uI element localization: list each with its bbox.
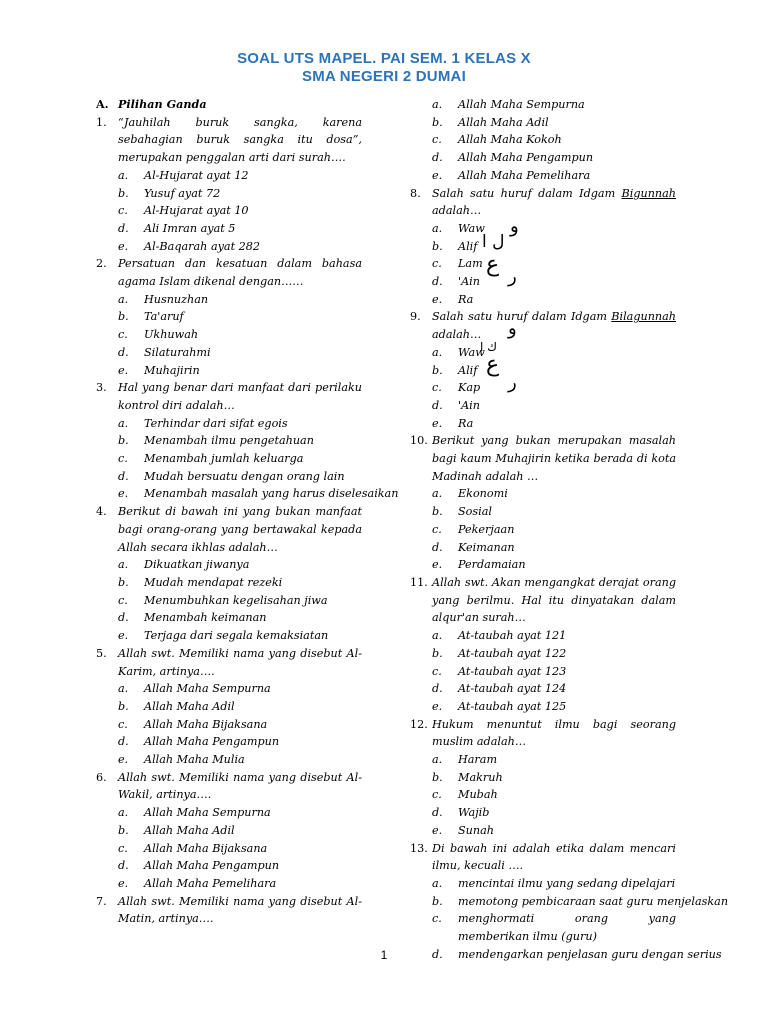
option-text: Allah Maha Sempurna — [144, 682, 271, 696]
option-letter: c. — [432, 522, 442, 536]
option-letter: b. — [118, 699, 129, 713]
option-letter: a. — [432, 221, 443, 235]
answer-option[interactable] — [96, 326, 362, 344]
option-letter: d. — [432, 275, 443, 289]
option-letter: a. — [118, 168, 129, 182]
answer-option[interactable] — [410, 521, 676, 539]
answer-option[interactable] — [96, 609, 362, 627]
question-number: 7. — [96, 894, 107, 908]
option-text: At-taubah ayat 121 — [458, 629, 567, 643]
option-letter: b. — [118, 434, 129, 448]
option-letter: a. — [432, 876, 443, 890]
option-letter: d. — [118, 735, 129, 749]
option-letter: a. — [432, 753, 443, 767]
option-letter: b. — [118, 823, 129, 837]
option-text: Pekerjaan — [458, 522, 515, 536]
option-text: Terhindar dari sifat egois — [144, 416, 288, 430]
question-stem: Hal yang benar dari manfaat dari perilaku kontrol diri adalah… — [118, 381, 362, 412]
question-number: 3. — [96, 381, 107, 395]
option-letter: e. — [432, 699, 443, 713]
option-letter: d. — [118, 345, 129, 359]
answer-option[interactable] — [410, 627, 676, 645]
option-text: Alif — [458, 239, 478, 253]
option-letter: c. — [432, 788, 442, 802]
answer-option[interactable] — [410, 698, 676, 716]
option-text: Mudah mendapat rezeki — [144, 575, 283, 589]
question-number: 12. — [410, 717, 428, 731]
question-block — [96, 769, 362, 893]
question-number: 6. — [96, 770, 107, 784]
answer-option[interactable] — [410, 291, 676, 309]
option-text: Al-Hujarat ayat 12 — [144, 168, 249, 182]
answer-option[interactable] — [410, 875, 676, 893]
answer-option[interactable] — [96, 804, 362, 822]
option-letter: c. — [118, 717, 128, 731]
left-column — [96, 96, 399, 928]
option-letter: b. — [432, 505, 443, 519]
option-letter: b. — [118, 186, 129, 200]
answer-option[interactable] — [96, 202, 362, 220]
question-stem: Berikut yang bukan merupakan masalah bagi kaum Muhajirin ketika berada di kota Madinah adalah … — [432, 434, 676, 483]
option-text: Perdamaian — [458, 558, 526, 572]
option-letter: e. — [432, 168, 443, 182]
option-text: Terjaga dari segala kemaksiatan — [144, 629, 329, 643]
answer-option[interactable] — [96, 627, 362, 645]
option-letter: b. — [118, 575, 129, 589]
arabic-waw-glyph: و — [510, 216, 519, 237]
option-text: Mubah — [458, 788, 498, 802]
question-number: 10. — [410, 434, 428, 448]
option-letter: e. — [118, 753, 129, 767]
school-name: SMA NEGERI 2 DUMAI — [302, 68, 466, 85]
option-text: Muhajirin — [144, 363, 200, 377]
option-letter: e. — [432, 416, 443, 430]
answer-option[interactable] — [96, 220, 362, 238]
answer-option[interactable] — [96, 344, 362, 362]
question-block — [96, 379, 399, 503]
question-stem: “Jauhilah buruk sangka, karena sebahagian buruk sangka itu dosa”, merupakan penggalan arti dari surah…. — [118, 115, 362, 165]
answer-option[interactable] — [96, 362, 362, 380]
option-letter: d. — [432, 806, 443, 820]
option-text: At-taubah ayat 124 — [458, 682, 567, 696]
option-letter: c. — [118, 452, 128, 466]
option-text: At-taubah ayat 122 — [458, 646, 567, 660]
option-letter: a. — [118, 806, 129, 820]
option-text: Allah Maha Mulia — [144, 753, 245, 767]
option-letter: c. — [118, 204, 128, 218]
question-block — [96, 893, 362, 928]
option-text: At-taubah ayat 123 — [458, 664, 567, 678]
question-stem: Salah satu huruf dalam Idgam — [432, 186, 622, 200]
option-letter: e. — [118, 876, 129, 890]
option-text: Alif — [458, 363, 478, 377]
question-stem: Di bawah ini adalah etika dalam mencari ilmu, kecuali …. — [432, 841, 676, 873]
answer-option[interactable] — [96, 485, 399, 503]
option-text: Allah Maha Pemelihara — [458, 168, 591, 182]
question-text — [96, 769, 362, 804]
option-text: Allah Maha Adil — [458, 115, 549, 129]
option-text: Menambah jumlah keluarga — [144, 452, 304, 466]
option-text: 'Ain — [458, 275, 480, 289]
option-letter: d. — [432, 540, 443, 554]
answer-option[interactable] — [96, 574, 362, 592]
option-letter: a. — [432, 345, 443, 359]
question-text — [410, 574, 676, 627]
answer-option[interactable] — [410, 96, 676, 114]
option-letter: c. — [432, 133, 442, 147]
option-letter: d. — [118, 469, 129, 483]
option-letter: b. — [432, 363, 443, 377]
section-label: Pilihan Ganda — [118, 97, 207, 111]
answer-option[interactable] — [410, 344, 676, 362]
option-letter: d. — [432, 398, 443, 412]
answer-option[interactable] — [410, 910, 676, 945]
question-text — [96, 255, 362, 290]
option-letter: d. — [118, 611, 129, 625]
question-block — [410, 840, 729, 964]
answer-option[interactable] — [96, 450, 362, 468]
question-text — [96, 645, 362, 680]
option-letter: b. — [432, 239, 443, 253]
answer-option[interactable] — [96, 680, 362, 698]
question-text — [410, 185, 676, 220]
question-stem: Berikut di bawah ini yang bukan manfaat bagi orang-orang yang bertawakal kepada Allah secara ikhlas adalah… — [118, 505, 362, 554]
question-block — [410, 185, 676, 309]
question-stem-end: adalah… — [432, 328, 482, 342]
option-text: Dikuatkan jiwanya — [144, 558, 250, 572]
option-letter: e. — [432, 558, 443, 572]
question-number: 4. — [96, 505, 107, 519]
arabic-ra-glyph: ر — [508, 266, 517, 287]
option-text: 'Ain — [458, 398, 480, 412]
option-text: Menambah masalah yang harus diselesaikan — [144, 487, 399, 501]
answer-option[interactable] — [96, 556, 362, 574]
option-letter: d. — [118, 859, 129, 873]
arabic-ain-glyph: ع — [486, 252, 500, 277]
option-text: Ra — [458, 292, 474, 306]
answer-option[interactable] — [410, 273, 676, 291]
question-block — [410, 308, 676, 432]
answer-option[interactable] — [410, 786, 676, 804]
option-letter: c. — [432, 912, 442, 926]
answer-option[interactable] — [410, 680, 676, 698]
option-text: Ali Imran ayat 5 — [144, 221, 236, 235]
answer-option[interactable] — [410, 539, 676, 557]
answer-option[interactable] — [96, 733, 362, 751]
answer-option[interactable] — [96, 238, 362, 256]
arabic-waw-glyph: و — [508, 318, 517, 339]
answer-option[interactable] — [410, 415, 676, 433]
option-letter: b. — [118, 310, 129, 324]
answer-option[interactable] — [410, 362, 676, 380]
option-letter: e. — [432, 823, 443, 837]
answer-option[interactable] — [410, 751, 676, 769]
option-text: Menambah keimanan — [144, 611, 267, 625]
question-text — [410, 308, 676, 343]
option-letter: a. — [118, 292, 129, 306]
option-text: Allah Maha Bijaksana — [144, 717, 268, 731]
option-letter: a. — [118, 682, 129, 696]
question-stem: Salah satu huruf dalam Idgam — [432, 310, 612, 324]
option-text: Lam — [458, 257, 483, 271]
section-heading — [96, 96, 362, 114]
option-letter: d. — [432, 947, 443, 961]
answer-option[interactable] — [96, 415, 362, 433]
question-block — [96, 114, 362, 256]
answer-option[interactable] — [410, 167, 676, 185]
option-text: Kap — [458, 381, 481, 395]
question-stem: Allah swt. Memiliki nama yang disebut Al-Matin, artinya…. — [118, 894, 362, 926]
question-text — [96, 503, 362, 556]
option-letter: d. — [118, 221, 129, 235]
option-letter: e. — [118, 487, 129, 501]
answer-option[interactable] — [96, 468, 362, 486]
option-letter: d. — [432, 151, 443, 165]
option-letter: d. — [432, 682, 443, 696]
answer-option[interactable] — [410, 397, 676, 415]
answer-option[interactable] — [410, 238, 676, 256]
option-text: Menumbuhkan kegelisahan jiwa — [144, 593, 328, 607]
answer-option[interactable] — [410, 822, 676, 840]
option-letter: c. — [432, 257, 442, 271]
option-text: Keimanan — [458, 540, 515, 554]
option-letter: b. — [432, 115, 443, 129]
answer-option[interactable] — [410, 379, 676, 397]
option-text: Allah Maha Pengampun — [458, 151, 594, 165]
answer-option[interactable] — [96, 432, 362, 450]
section-marker: A. — [96, 97, 109, 111]
question-stem: Allah swt. Akan mengangkat derajat orang yang berilmu. Hal itu dinyatakan dalam alqur'an surah… — [432, 575, 676, 625]
underlined-term: Bilagunnah — [611, 310, 676, 324]
option-letter: a. — [432, 629, 443, 643]
answer-option[interactable] — [96, 291, 362, 309]
arabic-kaf-alif-glyph: ك ا — [480, 340, 498, 354]
document-title: SOAL UTS MAPEL. PAI SEM. 1 KELAS X — [237, 50, 531, 67]
option-letter: b. — [432, 646, 443, 660]
option-letter: c. — [432, 381, 442, 395]
answer-option[interactable] — [410, 893, 729, 911]
answer-option[interactable] — [96, 875, 362, 893]
question-number: 1. — [96, 115, 107, 129]
answer-option[interactable] — [410, 255, 676, 273]
option-text: Ra — [458, 416, 474, 430]
answer-option[interactable] — [96, 185, 362, 203]
answer-option[interactable] — [410, 769, 676, 787]
question-number: 13. — [410, 841, 428, 855]
option-letter: e. — [118, 629, 129, 643]
option-text: At-taubah ayat 125 — [458, 699, 567, 713]
option-text: Allah Maha Adil — [144, 699, 235, 713]
option-text: Allah Maha Kokoh — [458, 133, 562, 147]
option-letter: b. — [432, 770, 443, 784]
question-number: 9. — [410, 310, 421, 324]
option-letter: e. — [118, 239, 129, 253]
answer-option[interactable] — [96, 167, 362, 185]
option-text: Waw — [458, 345, 485, 359]
question-text — [96, 379, 362, 414]
question-stem: Allah swt. Memiliki nama yang disebut Al-Wakil, artinya…. — [118, 770, 362, 802]
answer-option[interactable] — [96, 716, 362, 734]
option-letter: a. — [432, 98, 443, 111]
question-block — [96, 503, 362, 645]
option-letter: c. — [432, 664, 442, 678]
option-text: Yusuf ayat 72 — [144, 186, 221, 200]
arabic-ra-glyph: ر — [508, 372, 517, 393]
answer-option[interactable] — [410, 503, 676, 521]
answer-option[interactable] — [410, 220, 676, 238]
option-text: Makruh — [458, 770, 503, 784]
option-text: Al-Hujarat ayat 10 — [144, 204, 249, 218]
option-letter: a. — [118, 416, 129, 430]
answer-option[interactable] — [410, 645, 676, 663]
answer-option[interactable] — [410, 131, 676, 149]
option-letter: c. — [118, 593, 128, 607]
right-column — [410, 96, 729, 963]
option-text: Sosial — [458, 505, 492, 519]
question-block — [410, 574, 676, 716]
answer-option[interactable] — [410, 485, 676, 503]
answer-option[interactable] — [96, 592, 362, 610]
question-stem: Persatuan dan kesatuan dalam bahasa agama Islam dikenal dengan…… — [118, 257, 362, 289]
option-text: Wajib — [458, 806, 490, 820]
question-block — [410, 716, 676, 840]
answer-option[interactable] — [410, 804, 676, 822]
option-text: Ta'aruf — [144, 310, 184, 324]
question-stem: Allah swt. Memiliki nama yang disebut Al-Karim, artinya…. — [118, 646, 362, 678]
answer-option[interactable] — [410, 114, 676, 132]
option-text: Allah Maha Pengampun — [144, 859, 280, 873]
underlined-term: Bigunnah — [621, 186, 676, 200]
option-text: Ekonomi — [458, 487, 508, 501]
option-text: Sunah — [458, 823, 494, 837]
option-text: Al-Baqarah ayat 282 — [144, 239, 261, 253]
option-text: Allah Maha Pengampun — [144, 735, 280, 749]
arabic-lam-alif-glyph: ل ا — [482, 232, 505, 252]
question-text — [410, 840, 676, 875]
option-text: Allah Maha Sempurna — [458, 98, 585, 111]
question-number: 2. — [96, 257, 107, 271]
question-text — [410, 432, 676, 485]
question-number: 5. — [96, 646, 107, 660]
option-text: Ukhuwah — [144, 328, 199, 342]
option-text: Husnuzhan — [144, 292, 209, 306]
option-text: Silaturahmi — [144, 345, 211, 359]
option-text: Allah Maha Sempurna — [144, 806, 271, 820]
question-stem: Hukum menuntut ilmu bagi seorang muslim adalah… — [432, 717, 676, 749]
answer-option[interactable] — [96, 698, 362, 716]
option-text: mendengarkan penjelasan guru dengan serius — [458, 947, 722, 961]
question-text — [96, 893, 362, 928]
answer-option[interactable] — [96, 751, 362, 769]
answer-option[interactable] — [410, 149, 676, 167]
option-letter: e. — [432, 292, 443, 306]
question-text — [410, 716, 676, 751]
option-letter: a. — [118, 558, 129, 572]
option-text: Allah Maha Pemelihara — [144, 876, 277, 890]
option-text: Haram — [458, 753, 498, 767]
option-text: menghormati orang yang memberikan ilmu (guru) — [458, 912, 676, 944]
option-text: Menambah ilmu pengetahuan — [144, 434, 314, 448]
option-letter: b. — [432, 894, 443, 908]
question-stem-end: adalah… — [432, 204, 482, 218]
arabic-ain-glyph: ع — [486, 352, 500, 377]
option-letter: c. — [118, 841, 128, 855]
question-block — [96, 645, 362, 769]
option-text: Waw — [458, 221, 485, 235]
option-letter: a. — [432, 487, 443, 501]
answer-option[interactable] — [96, 822, 362, 840]
question-number: 8. — [410, 186, 421, 200]
answer-option[interactable] — [96, 840, 362, 858]
option-text: Allah Maha Bijaksana — [144, 841, 268, 855]
page-number: 1 — [380, 948, 388, 962]
answer-option[interactable] — [96, 857, 362, 875]
answer-option[interactable] — [410, 663, 676, 681]
question-text — [96, 114, 362, 167]
question-number: 11. — [410, 575, 428, 589]
question-block — [96, 255, 362, 379]
option-letter: e. — [118, 363, 129, 377]
option-text: Allah Maha Adil — [144, 823, 235, 837]
question-block — [410, 432, 676, 574]
option-letter: c. — [118, 328, 128, 342]
option-text: Mudah bersuatu dengan orang lain — [144, 469, 345, 483]
option-text: memotong pembicaraan saat guru menjelaskan — [458, 894, 729, 908]
option-text: mencintai ilmu yang sedang dipelajari — [458, 876, 676, 890]
answer-option[interactable] — [96, 308, 362, 326]
answer-option[interactable] — [410, 556, 676, 574]
